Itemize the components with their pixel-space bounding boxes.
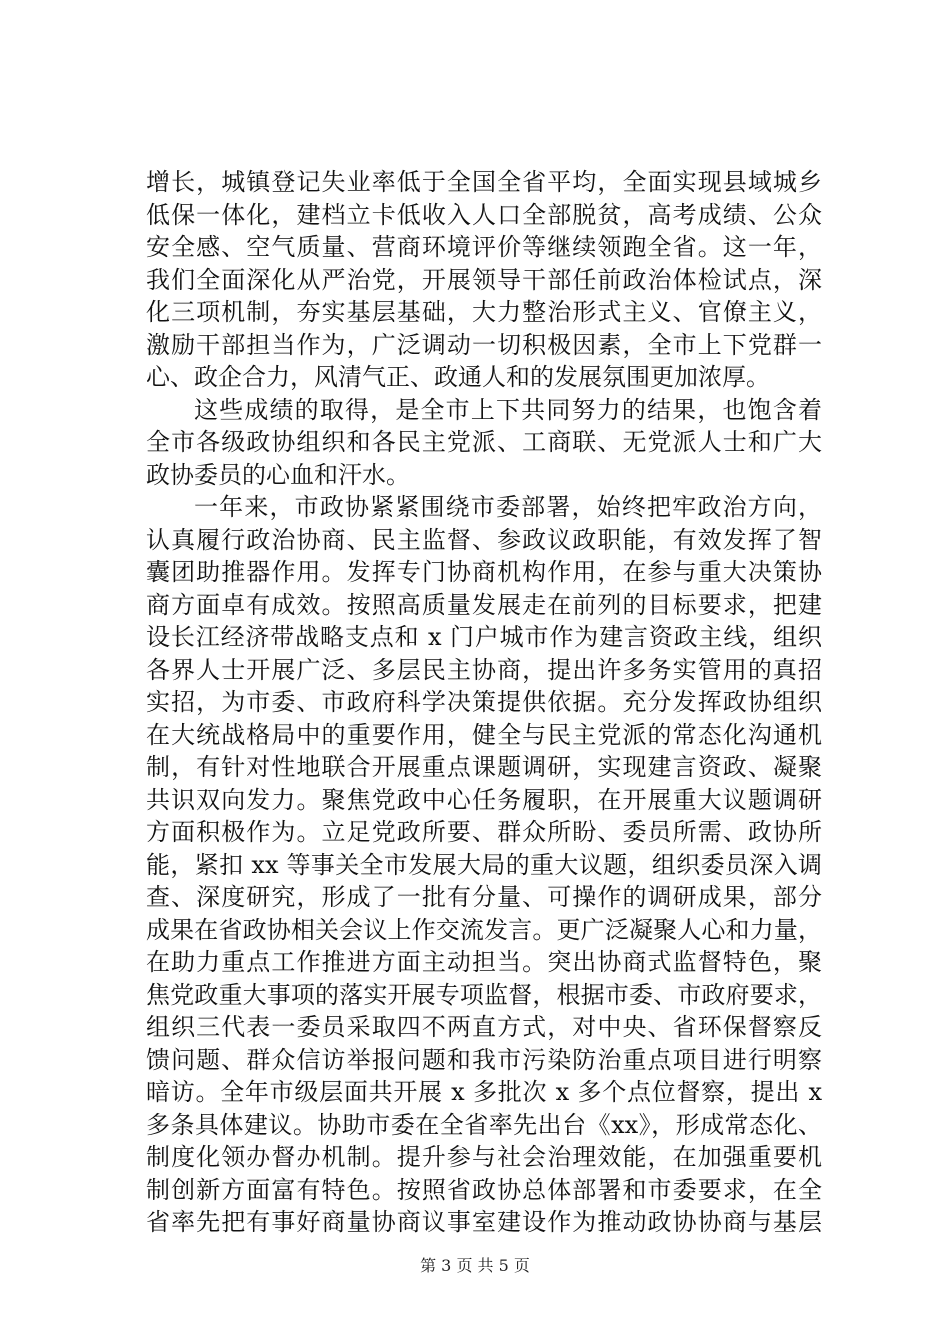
text-line: 设长江经济带战略支点和 x 门户城市作为建言资政主线，组织	[146, 623, 822, 651]
text-line: 制创新方面富有特色。按照省政协总体部署和市委要求，在全	[146, 1175, 822, 1204]
paragraph-2	[146, 394, 822, 492]
text-line: 能，紧扣 xx 等事关全市发展大局的重大议题，组织委员深入调	[146, 850, 822, 879]
text-line: 制度化领办督办机制。提升参与社会治理效能，在加强重要机	[146, 1143, 822, 1171]
page-number-footer: 第 3 页 共 5 页	[420, 1256, 530, 1275]
text-line: 查、深度研究，形成了一批有分量、可操作的调研成果，部分	[146, 883, 822, 911]
text-line: 方面积极作为。立足党政所要、群众所盼、委员所需、政协所	[146, 818, 822, 846]
text-line: 化三项机制，夯实基层基础，大力整治形式主义、官僚主义，	[146, 298, 822, 326]
text-line: 焦党政重大事项的落实开展专项监督，根据市委、市政府要求，	[146, 980, 822, 1009]
text-line: 认真履行政治协商、民主监督、参政议政职能，有效发挥了智	[146, 525, 822, 554]
text-line: 组织三代表一委员采取四不两直方式，对中央、省环保督察反	[146, 1013, 822, 1041]
text-line: 省率先把有事好商量协商议事室建设作为推动政协协商与基层	[146, 1208, 822, 1236]
text-line: 这些成绩的取得，是全市上下共同努力的结果，也饱含着	[194, 395, 822, 424]
text-line: 心、政企合力，风清气正、政通人和的发展氛围更加浓厚。	[146, 363, 770, 391]
text-line: 馈问题、群众信访举报问题和我市污染防治重点项目进行明察	[146, 1045, 822, 1074]
text-line: 在大统战格局中的重要作用，健全与民主党派的常态化沟通机	[146, 720, 822, 749]
text-line: 增长，城镇登记失业率低于全国全省平均，全面实现县域城乡	[146, 168, 822, 196]
text-line: 制，有针对性地联合开展重点课题调研，实现建言资政、凝聚	[146, 753, 822, 781]
text-line: 政协委员的心血和汗水。	[146, 460, 410, 489]
text-line: 我们全面深化从严治党，开展领导干部任前政治体检试点，深	[146, 265, 822, 294]
text-line: 囊团助推器作用。发挥专门协商机构作用，在参与重大决策协	[146, 558, 822, 586]
paragraph-3	[146, 491, 822, 1239]
text-line: 实招，为市委、市政府科学决策提供依据。充分发挥政协组织	[146, 688, 822, 716]
text-line: 共识双向发力。聚焦党政中心任务履职，在开展重大议题调研	[146, 785, 822, 814]
document-body	[146, 166, 822, 1239]
text-line: 一年来，市政协紧紧围绕市委部署，始终把牢政治方向，	[194, 493, 822, 521]
text-line: 商方面卓有成效。按照高质量发展走在前列的目标要求，把建	[146, 590, 822, 619]
text-line: 低保一体化，建档立卡低收入人口全部脱贫，高考成绩、公众	[146, 200, 822, 229]
text-line: 在助力重点工作推进方面主动担当。突出协商式监督特色，聚	[146, 948, 822, 976]
text-line: 多条具体建议。协助市委在全省率先出台《xx》，形成常态化、	[146, 1110, 822, 1139]
text-line: 暗访。全年市级层面共开展 x 多批次 x 多个点位督察，提出 x	[146, 1078, 822, 1106]
text-line: 各界人士开展广泛、多层民主协商，提出许多务实管用的真招	[146, 655, 822, 684]
text-line: 激励干部担当作为，广泛调动一切积极因素，全市上下党群一	[146, 330, 822, 359]
text-line: 安全感、空气质量、营商环境评价等继续领跑全省。这一年，	[146, 233, 822, 261]
paragraph-1	[146, 166, 822, 394]
text-line: 全市各级政协组织和各民主党派、工商联、无党派人士和广大	[146, 428, 822, 456]
text-line: 成果在省政协相关会议上作交流发言。更广泛凝聚人心和力量，	[146, 915, 822, 944]
